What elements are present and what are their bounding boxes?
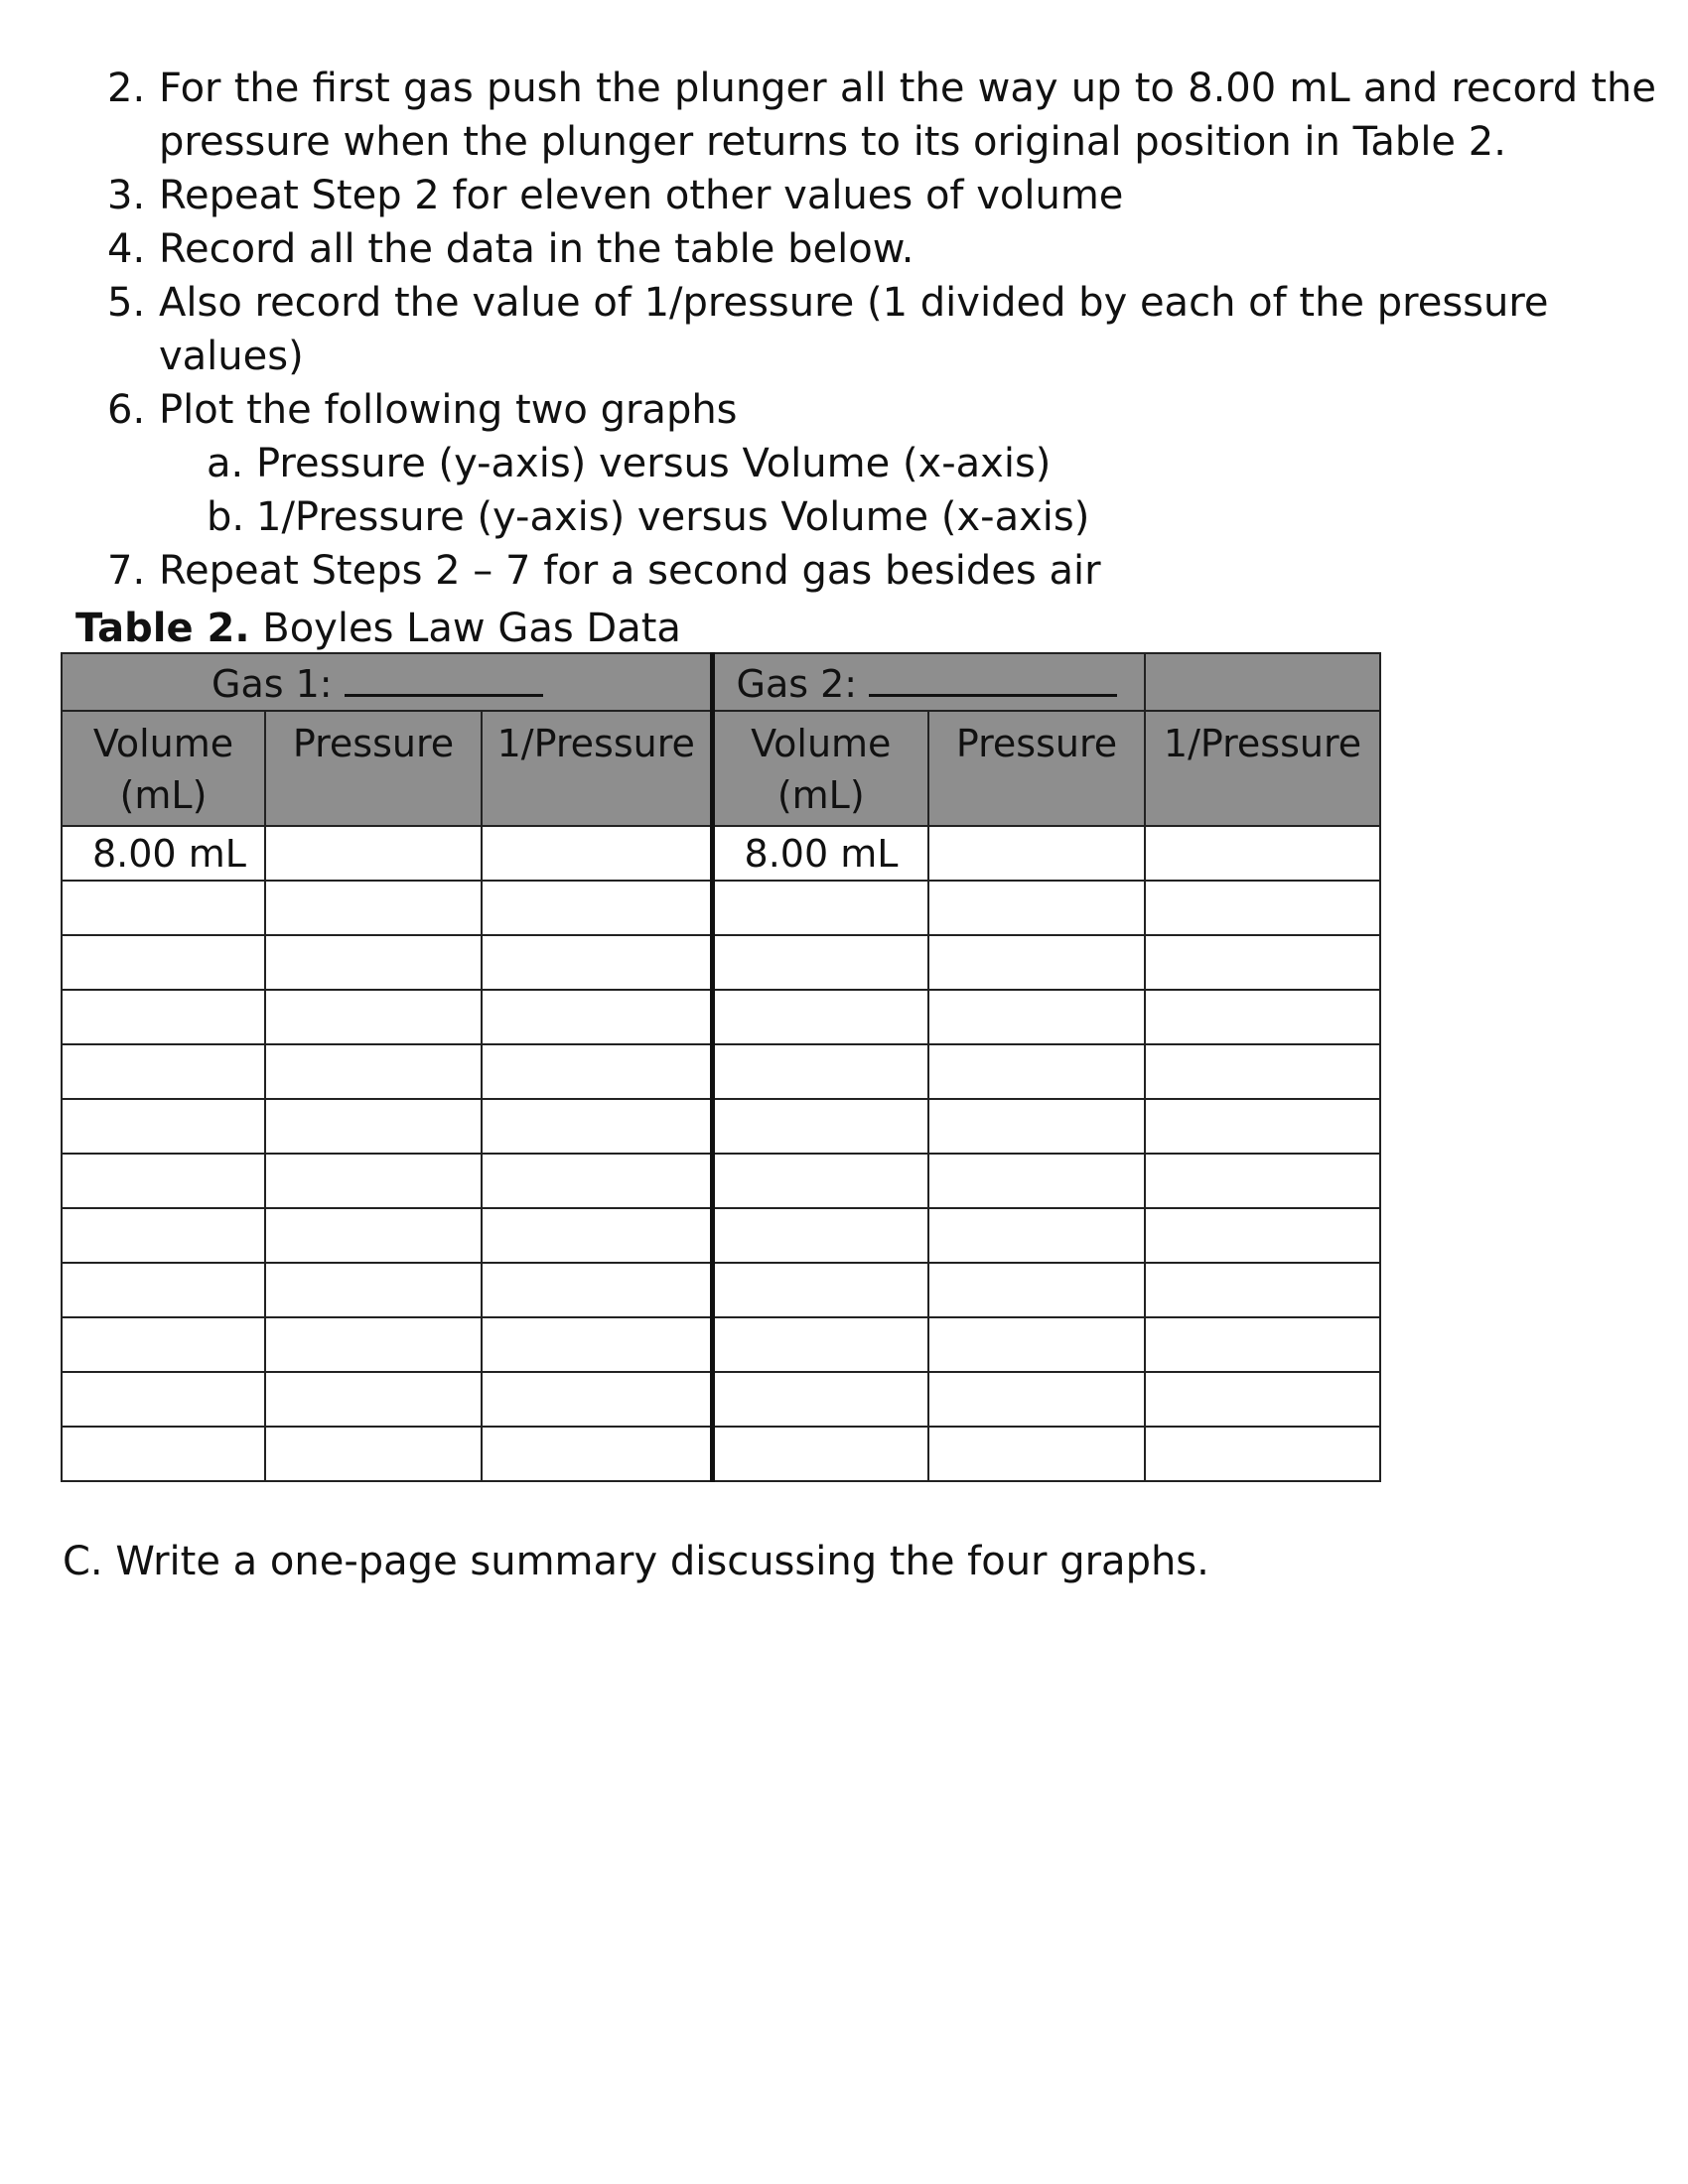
gas-2-volume-cell[interactable] (712, 1317, 928, 1372)
table-row (62, 1427, 1380, 1481)
substep-letter: b. (207, 494, 245, 540)
step-number: 4. (107, 226, 146, 272)
substep-text: 1/Pressure (y-axis) versus Volume (x-axis) (256, 494, 1090, 540)
gas-1-volume-cell[interactable] (62, 990, 265, 1044)
gas-2-pressure-cell[interactable] (928, 1372, 1145, 1427)
step-3 (107, 169, 1656, 222)
gas-1-volume-cell[interactable] (62, 1263, 265, 1317)
gas-1-inverse-pressure-header (482, 711, 712, 826)
gas-2-inverse-pressure-cell[interactable] (1145, 826, 1380, 881)
gas-1-inverse-pressure-cell[interactable] (482, 935, 712, 990)
gas-2-pressure-cell[interactable] (928, 1208, 1145, 1263)
gas-2-pressure-cell[interactable] (928, 1099, 1145, 1154)
table-row (62, 935, 1380, 990)
gas-2-pressure-cell[interactable] (928, 1044, 1145, 1099)
volume-header-text: Volume (92, 722, 234, 765)
step-5 (107, 276, 1656, 383)
step-7 (107, 544, 1656, 598)
gas-2-pressure-cell[interactable] (928, 935, 1145, 990)
gas-1-pressure-cell[interactable] (265, 990, 482, 1044)
gas-2-inverse-pressure-cell[interactable] (1145, 1208, 1380, 1263)
gas-1-pressure-cell[interactable] (265, 1317, 482, 1372)
volume-unit-text: (mL) (119, 773, 208, 817)
table-row (62, 1317, 1380, 1372)
gas-2-volume-cell[interactable] (712, 1372, 928, 1427)
substep-letter: a. (207, 441, 244, 486)
gas-1-inverse-pressure-cell[interactable] (482, 1208, 712, 1263)
gas-1-volume-cell[interactable] (62, 1099, 265, 1154)
table-row (62, 1099, 1380, 1154)
gas-2-volume-cell: 8.00 mL (712, 826, 928, 881)
table-caption-label: Table 2. (75, 606, 250, 651)
gas-2-inverse-pressure-cell[interactable] (1145, 1372, 1380, 1427)
gas-2-volume-cell[interactable] (712, 1044, 928, 1099)
gas-1-name-blank[interactable] (345, 658, 543, 697)
gas-2-name-blank[interactable] (869, 658, 1117, 697)
gas-1-inverse-pressure-cell[interactable] (482, 1372, 712, 1427)
table-caption-title: Boyles Law Gas Data (262, 606, 681, 651)
step-number: 5. (107, 280, 146, 326)
gas-2-volume-cell[interactable] (712, 1263, 928, 1317)
gas-2-label: Gas 2: (736, 662, 858, 706)
gas-2-inverse-pressure-cell[interactable] (1145, 1154, 1380, 1208)
gas-1-label: Gas 1: (211, 662, 333, 706)
table-row (62, 1044, 1380, 1099)
gas-2-pressure-cell[interactable] (928, 990, 1145, 1044)
gas-1-volume-cell: 8.00 mL (62, 826, 265, 881)
inverse-pressure-header-text: 1/Pressure (496, 722, 695, 765)
gas-1-pressure-cell[interactable] (265, 881, 482, 935)
gas-1-pressure-cell[interactable] (265, 1372, 482, 1427)
gas-2-inverse-pressure-cell[interactable] (1145, 1263, 1380, 1317)
gas-1-inverse-pressure-cell[interactable] (482, 881, 712, 935)
gas-2-inverse-pressure-cell[interactable] (1145, 1317, 1380, 1372)
gas-1-pressure-cell[interactable] (265, 1427, 482, 1481)
pressure-header-text: Pressure (955, 722, 1118, 765)
step-6 (107, 383, 1656, 437)
gas-1-inverse-pressure-cell[interactable] (482, 1263, 712, 1317)
step-number: 7. (107, 548, 146, 594)
procedure-steps (107, 62, 1656, 598)
gas-2-inverse-pressure-cell[interactable] (1145, 935, 1380, 990)
step-number: 3. (107, 173, 146, 218)
gas-1-pressure-header (265, 711, 482, 826)
step-text: Record all the data in the table below. (159, 226, 914, 272)
step-number: 6. (107, 387, 146, 433)
gas-1-pressure-cell[interactable] (265, 826, 482, 881)
table-row (62, 826, 1380, 881)
gas-2-volume-header (712, 711, 928, 826)
pressure-header-text: Pressure (292, 722, 455, 765)
gas-2-pressure-cell[interactable] (928, 1317, 1145, 1372)
gas-2-pressure-cell[interactable] (928, 1427, 1145, 1481)
gas-1-header (62, 653, 712, 711)
gas-1-inverse-pressure-cell[interactable] (482, 1427, 712, 1481)
substep-b (207, 490, 1656, 544)
volume-unit-text: (mL) (776, 773, 865, 817)
gas-name-row (62, 653, 1380, 711)
substep-text: Pressure (y-axis) versus Volume (x-axis) (256, 441, 1052, 486)
table-row (62, 881, 1380, 935)
substep-a (207, 437, 1656, 490)
gas-1-inverse-pressure-cell[interactable] (482, 1099, 712, 1154)
table-row (62, 1263, 1380, 1317)
gas-2-volume-cell[interactable] (712, 1427, 928, 1481)
gas-1-volume-cell[interactable] (62, 1427, 265, 1481)
inverse-pressure-header-text: 1/Pressure (1163, 722, 1362, 765)
gas-2-pressure-header (928, 711, 1145, 826)
gas-1-volume-header (62, 711, 265, 826)
gas-2-inverse-pressure-cell[interactable] (1145, 1427, 1380, 1481)
table-row (62, 990, 1380, 1044)
gas-1-inverse-pressure-cell[interactable] (482, 1044, 712, 1099)
column-header-row (62, 711, 1380, 826)
gas-2-inverse-pressure-cell[interactable] (1145, 1099, 1380, 1154)
gas-1-volume-cell[interactable] (62, 1154, 265, 1208)
gas-1-pressure-cell[interactable] (265, 1099, 482, 1154)
volume-header-text: Volume (751, 722, 892, 765)
table-row (62, 1154, 1380, 1208)
gas-2-volume-cell[interactable] (712, 1099, 928, 1154)
gas-1-volume-cell[interactable] (62, 1208, 265, 1263)
gas-2-pressure-cell[interactable] (928, 1154, 1145, 1208)
table-row (62, 1208, 1380, 1263)
summary-instruction: C. Write a one-page summary discussing the four graphs. (63, 1539, 1209, 1584)
gas-1-inverse-pressure-cell[interactable] (482, 826, 712, 881)
gas-1-pressure-cell[interactable] (265, 1208, 482, 1263)
gas-2-volume-cell[interactable] (712, 1154, 928, 1208)
table-caption (75, 602, 681, 655)
gas-1-inverse-pressure-cell[interactable] (482, 1317, 712, 1372)
gas-header-empty-cell (1145, 653, 1380, 711)
step-text: Repeat Steps 2 – 7 for a second gas besides air (159, 548, 1101, 594)
gas-2-inverse-pressure-cell[interactable] (1145, 881, 1380, 935)
step-text: For the first gas push the plunger all the way up to 8.00 mL and record the pressure when the plunger returns to its original position in Table 2. (159, 66, 1656, 165)
gas-1-volume-cell[interactable] (62, 881, 265, 935)
step-text: Repeat Step 2 for eleven other values of volume (159, 173, 1124, 218)
gas-2-header (712, 653, 1145, 711)
gas-2-volume-cell[interactable] (712, 935, 928, 990)
step-2 (107, 62, 1656, 169)
gas-1-volume-cell[interactable] (62, 1044, 265, 1099)
step-text: Also record the value of 1/pressure (1 divided by each of the pressure values) (159, 280, 1549, 379)
step-4 (107, 222, 1656, 276)
gas-1-volume-cell[interactable] (62, 1372, 265, 1427)
gas-2-pressure-cell[interactable] (928, 1263, 1145, 1317)
gas-2-volume-cell[interactable] (712, 1208, 928, 1263)
step-text: Plot the following two graphs (159, 387, 738, 433)
step-number: 2. (107, 66, 146, 111)
gas-1-pressure-cell[interactable] (265, 1263, 482, 1317)
gas-1-pressure-cell[interactable] (265, 935, 482, 990)
gas-data-table (61, 652, 1381, 1482)
gas-2-inverse-pressure-cell[interactable] (1145, 990, 1380, 1044)
step-6-substeps (207, 437, 1656, 544)
gas-1-pressure-cell[interactable] (265, 1154, 482, 1208)
table-row (62, 1372, 1380, 1427)
gas-2-inverse-pressure-cell[interactable] (1145, 1044, 1380, 1099)
gas-2-inverse-pressure-header (1145, 711, 1380, 826)
gas-1-inverse-pressure-cell[interactable] (482, 1154, 712, 1208)
gas-2-pressure-cell[interactable] (928, 826, 1145, 881)
gas-1-pressure-cell[interactable] (265, 1044, 482, 1099)
gas-1-volume-cell[interactable] (62, 935, 265, 990)
gas-2-volume-cell[interactable] (712, 990, 928, 1044)
gas-1-volume-cell[interactable] (62, 1317, 265, 1372)
gas-1-inverse-pressure-cell[interactable] (482, 990, 712, 1044)
gas-2-volume-cell[interactable] (712, 881, 928, 935)
gas-2-pressure-cell[interactable] (928, 881, 1145, 935)
